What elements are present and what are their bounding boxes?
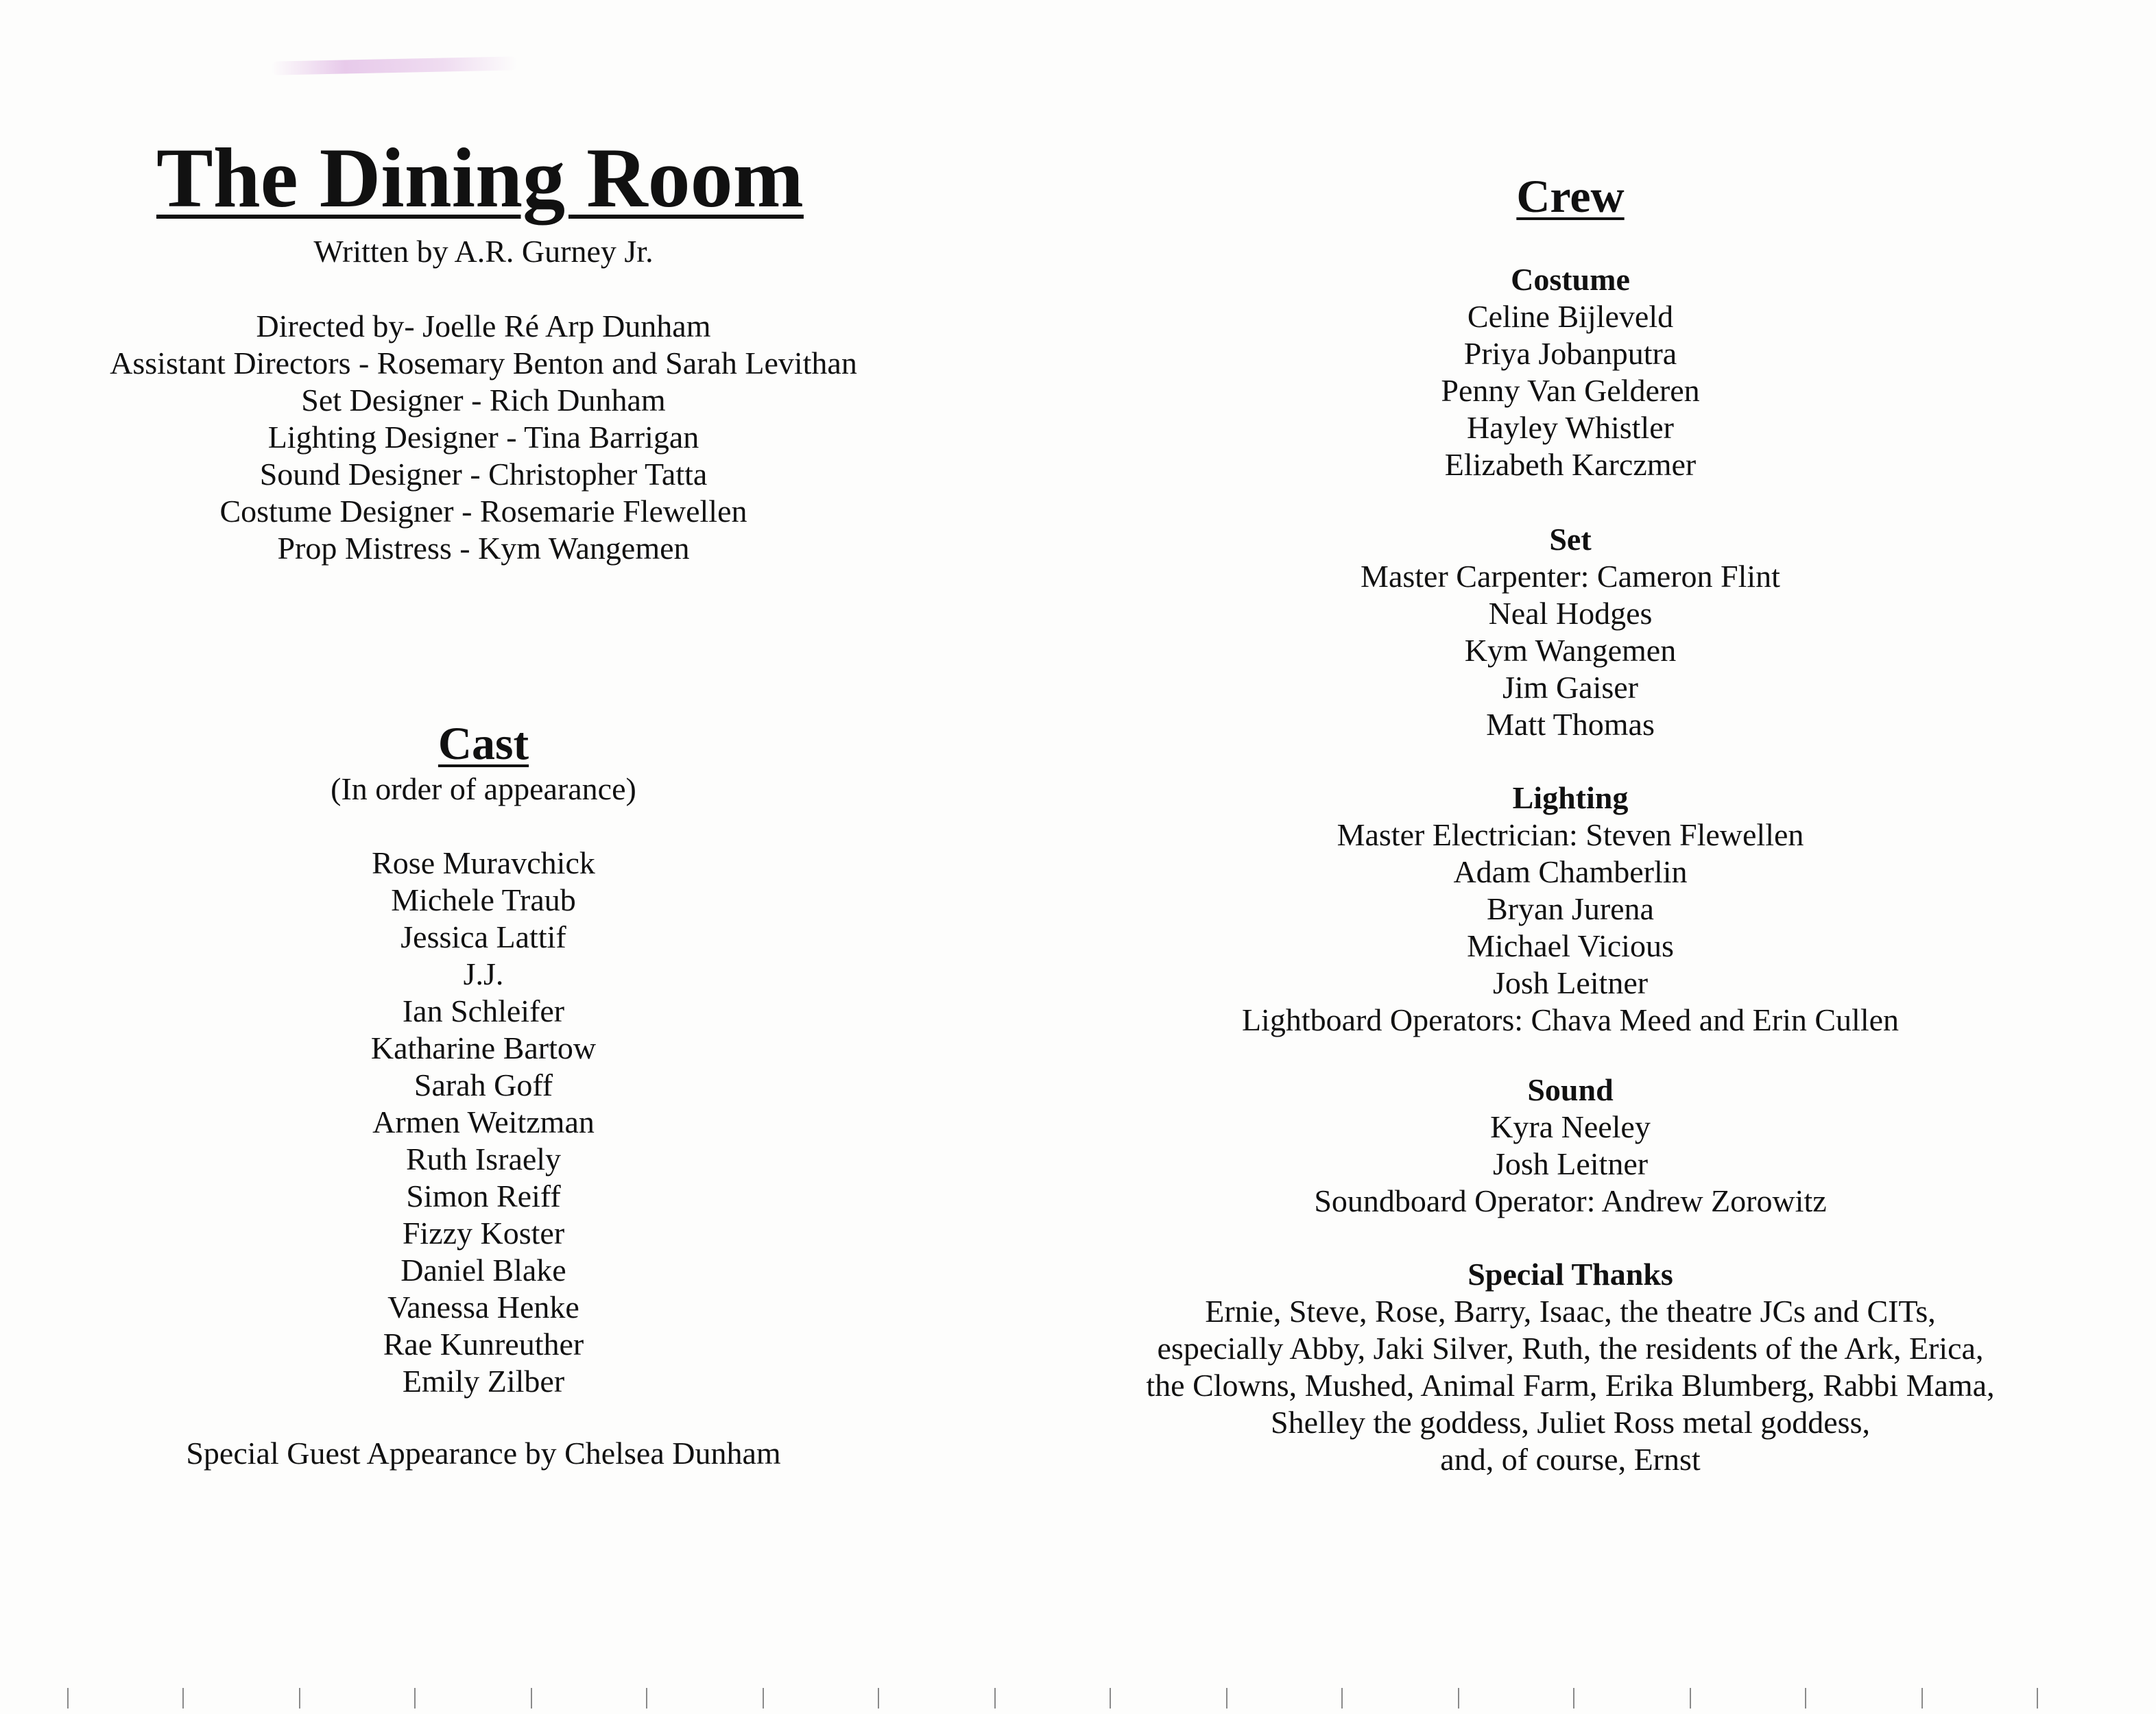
cast-member: Armen Weitzman xyxy=(372,1105,595,1139)
cast-member: Rose Muravchick xyxy=(372,845,595,880)
perforation-tick xyxy=(2037,1688,2038,1709)
crew-member: Hayley Whistler xyxy=(1467,410,1674,445)
perforation-tick xyxy=(414,1688,416,1709)
set-heading: Set xyxy=(1549,522,1592,557)
lighting-heading: Lighting xyxy=(1512,780,1629,815)
crew-member: Michael Vicious xyxy=(1467,928,1674,963)
special-thanks-line: especially Abby, Jaki Silver, Ruth, the residents of the Ark, Erica, xyxy=(1157,1331,1984,1366)
crew-member: Priya Jobanputra xyxy=(1463,336,1677,371)
costume-heading: Costume xyxy=(1511,262,1630,297)
cast-heading: Cast xyxy=(438,717,529,769)
credit-assistant-directors: Assistant Directors - Rosemary Benton and Sarah Levithan xyxy=(110,346,857,381)
cast-member: Ian Schleifer xyxy=(402,993,565,1028)
crew-costume-section xyxy=(1083,261,2057,483)
cast-member: Daniel Blake xyxy=(400,1253,566,1288)
crew-member: Adam Chamberlin xyxy=(1453,854,1688,889)
credit-director: Directed by- Joelle Ré Arp Dunham xyxy=(256,309,711,343)
credit-prop-mistress: Prop Mistress - Kym Wangemen xyxy=(277,531,690,566)
sound-heading: Sound xyxy=(1527,1072,1614,1107)
crew-heading-block xyxy=(1083,169,2057,224)
cast-member: Michele Traub xyxy=(391,882,576,917)
credit-costume-designer: Costume Designer - Rosemarie Flewellen xyxy=(219,494,747,529)
crew-member: Josh Leitner xyxy=(1492,965,1649,1000)
perforation-tick xyxy=(67,1688,69,1709)
production-credits xyxy=(27,308,939,567)
perforation-tick xyxy=(763,1688,764,1709)
crew-member: Lightboard Operators: Chava Meed and Erin Cullen xyxy=(1241,1002,1900,1037)
crew-lighting-section xyxy=(1083,780,2057,1039)
perforation-tick xyxy=(182,1688,184,1709)
special-thanks-line: and, of course, Ernst xyxy=(1440,1442,1701,1477)
guest-appearance-block xyxy=(27,1435,939,1472)
crew-member: Master Carpenter: Cameron Flint xyxy=(1361,559,1780,594)
perforation-tick xyxy=(1573,1688,1574,1709)
perforation-tick xyxy=(299,1688,300,1709)
crew-member: Neal Hodges xyxy=(1488,596,1653,631)
crew-member: Matt Thomas xyxy=(1486,707,1655,742)
crew-member: Kym Wangemen xyxy=(1464,633,1677,668)
perforation-marks xyxy=(0,1688,2156,1714)
perforation-tick xyxy=(1226,1688,1227,1709)
author-line: Written by A.R. Gurney Jr. xyxy=(313,234,654,269)
cast-member: Emily Zilber xyxy=(402,1364,565,1399)
perforation-tick xyxy=(994,1688,996,1709)
cast-list xyxy=(27,845,939,1400)
crew-member: Soundboard Operator: Andrew Zorowitz xyxy=(1314,1183,1827,1218)
cast-member: Sarah Goff xyxy=(414,1067,553,1102)
crew-member: Master Electrician: Steven Flewellen xyxy=(1337,817,1804,852)
play-title: The Dining Room xyxy=(156,131,804,225)
guest-appearance: Special Guest Appearance by Chelsea Dunham xyxy=(186,1436,781,1471)
perforation-tick xyxy=(531,1688,532,1709)
cast-member: Jessica Lattif xyxy=(400,919,566,954)
cast-member: J.J. xyxy=(463,956,504,991)
crew-heading: Crew xyxy=(1516,170,1625,222)
special-thanks-heading: Special Thanks xyxy=(1468,1257,1673,1292)
special-thanks-line: Ernie, Steve, Rose, Barry, Isaac, the theatre JCs and CITs, xyxy=(1205,1294,1936,1329)
crew-member: Josh Leitner xyxy=(1492,1146,1649,1181)
author-line-block xyxy=(27,233,939,270)
cast-member: Katharine Bartow xyxy=(370,1030,597,1065)
perforation-tick xyxy=(878,1688,879,1709)
credit-lighting-designer: Lighting Designer - Tina Barrigan xyxy=(267,420,699,455)
crew-member: Celine Bijleveld xyxy=(1467,299,1674,334)
cast-member: Simon Reiff xyxy=(406,1179,561,1214)
perforation-tick xyxy=(1921,1688,1923,1709)
cast-member: Fizzy Koster xyxy=(402,1216,565,1251)
perforation-tick xyxy=(1110,1688,1111,1709)
cast-section xyxy=(27,716,939,808)
ink-stain xyxy=(271,56,518,75)
special-thanks-line: the Clowns, Mushed, Animal Farm, Erika Blumberg, Rabbi Mama, xyxy=(1146,1368,1995,1403)
special-thanks-section xyxy=(1083,1256,2057,1478)
perforation-tick xyxy=(1341,1688,1343,1709)
credit-set-designer: Set Designer - Rich Dunham xyxy=(301,383,666,418)
crew-member: Bryan Jurena xyxy=(1487,891,1654,926)
credit-sound-designer: Sound Designer - Christopher Tatta xyxy=(259,457,708,492)
cast-member: Rae Kunreuther xyxy=(383,1327,584,1362)
special-thanks-line: Shelley the goddess, Juliet Ross metal goddess, xyxy=(1271,1405,1870,1440)
crew-member: Jim Gaiser xyxy=(1502,670,1638,705)
crew-member: Kyra Neeley xyxy=(1490,1109,1651,1144)
perforation-tick xyxy=(1690,1688,1691,1709)
cast-member: Vanessa Henke xyxy=(387,1290,579,1325)
perforation-tick xyxy=(646,1688,647,1709)
perforation-tick xyxy=(1805,1688,1806,1709)
cast-subheading: (In order of appearance) xyxy=(331,771,636,806)
crew-sound-section xyxy=(1083,1072,2057,1220)
cast-member: Ruth Israely xyxy=(405,1142,562,1176)
crew-member: Elizabeth Karczmer xyxy=(1444,447,1697,482)
perforation-tick xyxy=(1458,1688,1459,1709)
crew-member: Penny Van Gelderen xyxy=(1441,373,1700,408)
crew-set-section xyxy=(1083,521,2057,743)
